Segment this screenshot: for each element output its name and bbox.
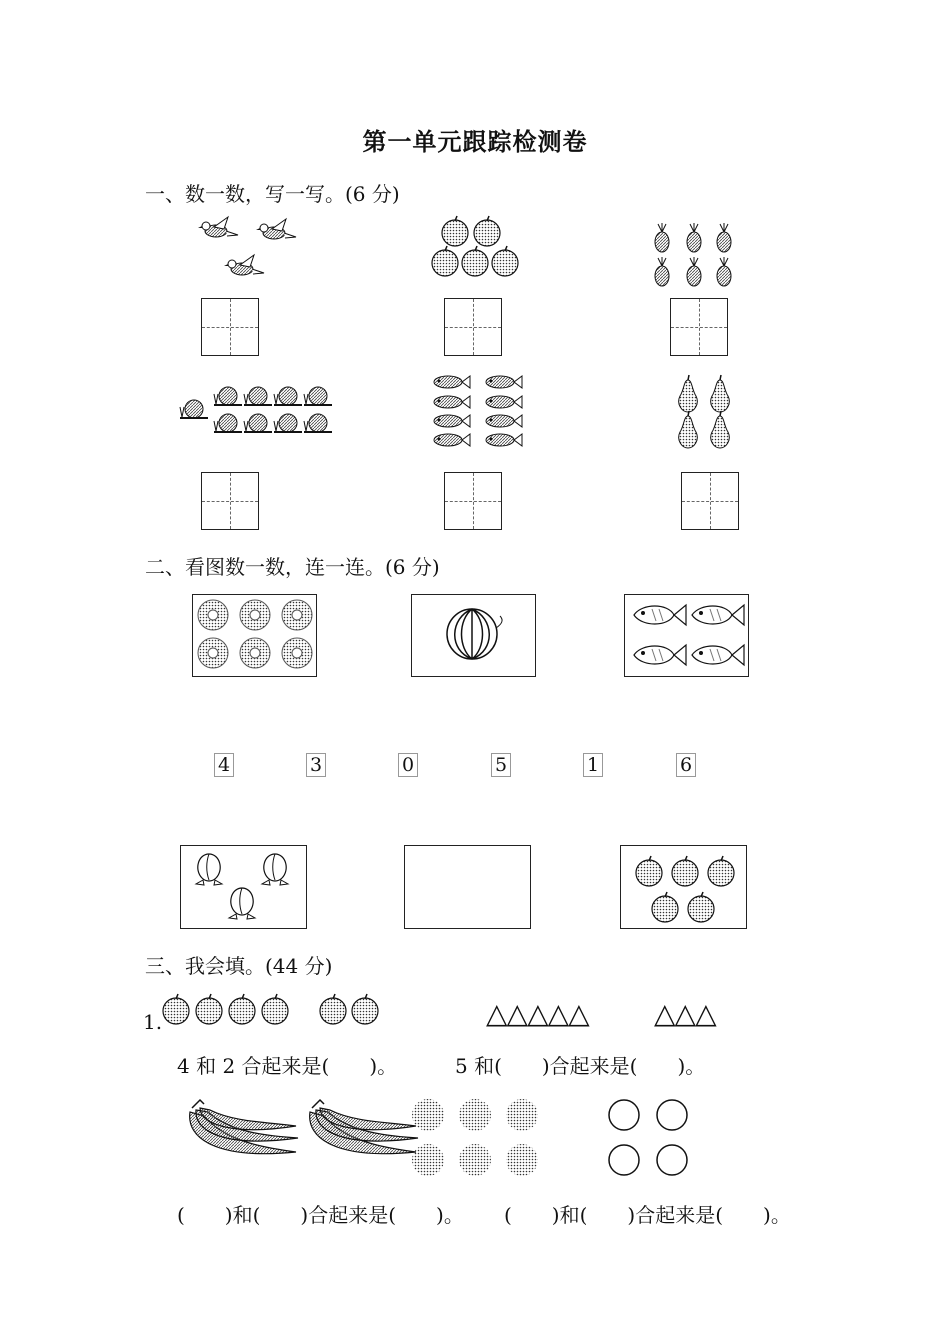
number-tag-4[interactable]: 4 [214,753,234,777]
pears-group [679,375,730,448]
section1-heading: 一、数一数，写一写。(6 分) [145,182,400,206]
q1-label: 1. [143,1010,163,1034]
triangles-left: △△△△△ [486,997,589,1030]
picture-box-peaches[interactable] [180,845,307,929]
number-tag-6[interactable]: 6 [676,753,696,777]
answer-box-pineapples[interactable] [670,298,728,356]
answer-box-birds[interactable] [201,298,259,356]
dotted-circles-group [412,1099,538,1176]
number-tag-1[interactable]: 1 [583,753,603,777]
answer-box-snails[interactable] [201,472,259,530]
birds-group [198,217,296,275]
q1-line1: 4 和 2 合起来是( )。 [177,1054,398,1078]
number-tag-5[interactable]: 5 [491,753,511,777]
picture-box-watermelon[interactable] [411,594,536,677]
q1-line4: ( )和( )合起来是( )。 [504,1203,791,1227]
answer-box-pears[interactable] [681,472,739,530]
hollow-circles-group [609,1100,687,1175]
q1-apples-right [320,994,378,1024]
q1-line2: 5 和( )合起来是( )。 [455,1054,706,1078]
section2-heading: 二、看图数一数，连一连。(6 分) [145,555,440,579]
pineapples-group [655,223,731,286]
number-tag-3[interactable]: 3 [306,753,326,777]
section3-heading: 三、我会填。(44 分) [145,954,333,978]
triangles-right: △△△ [654,997,716,1030]
answer-box-fish[interactable] [444,472,502,530]
picture-box-flowers[interactable] [192,594,317,677]
number-tag-0[interactable]: 0 [398,753,418,777]
fish-group [434,376,522,446]
page-title: 第一单元跟踪检测卷 [362,128,588,156]
answer-box-apples[interactable] [444,298,502,356]
picture-box-fish[interactable] [624,594,749,677]
q1-apples-left [163,994,288,1024]
picture-box-apples[interactable] [620,845,747,929]
snails-group [180,387,332,432]
bananas-group [190,1100,418,1154]
picture-box-empty[interactable] [404,845,531,929]
apples-group [432,216,518,276]
q1-line3: ( )和( )合起来是( )。 [177,1203,464,1227]
